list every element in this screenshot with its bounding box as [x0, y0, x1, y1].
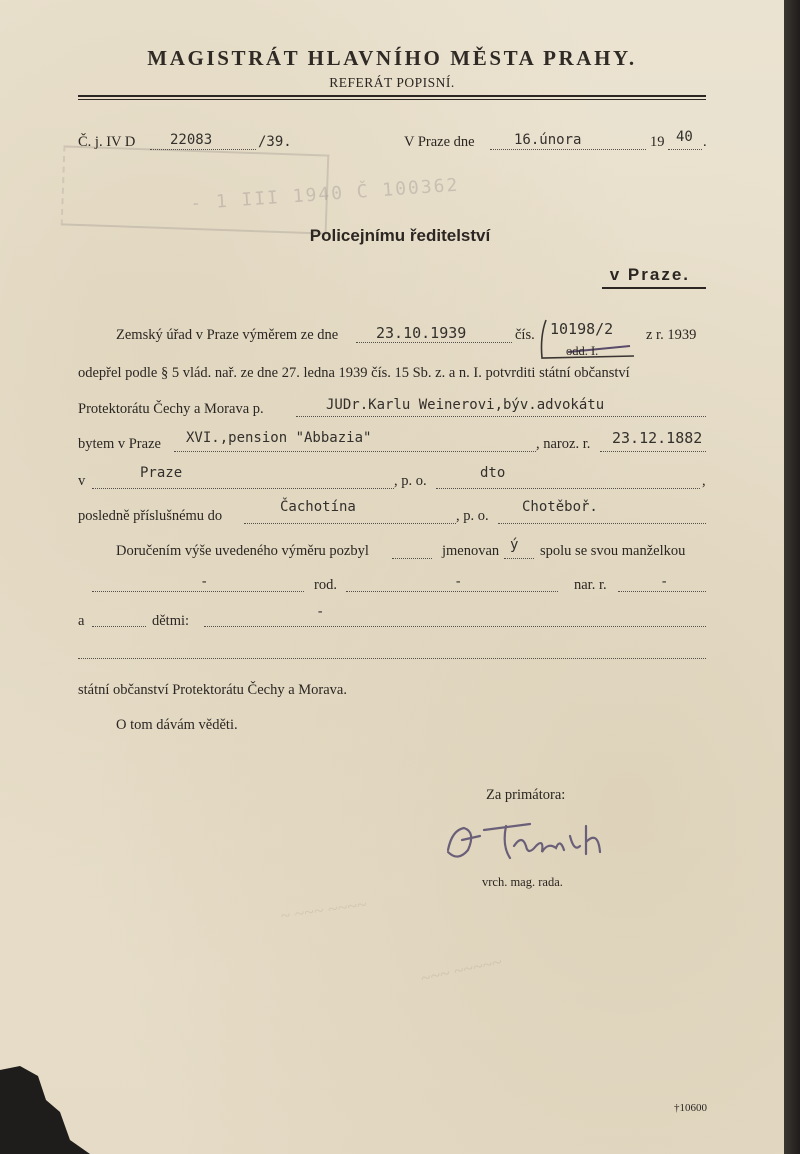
children-dash: - — [316, 604, 325, 620]
place-label: V Praze dne — [404, 134, 475, 150]
year-line — [668, 149, 702, 150]
domicile: Čachotína — [280, 499, 356, 515]
year-prefix: 19 — [650, 134, 665, 150]
wife-name-dash: - — [200, 574, 209, 590]
residence-label: bytem v Praze — [78, 436, 161, 452]
legal-basis-text: odepřel podle § 5 vlád. nař. ze dne 27. ledna 1939 čís. 15 Sb. z. a n. I. potvrditi státní občanství — [78, 365, 630, 381]
decree-intro: Zemský úřad v Praze výměrem ze dne — [116, 327, 339, 343]
decree-number: 10198/2 — [550, 320, 614, 338]
birthplace-po-label: , p. o. — [394, 473, 427, 489]
reference-number: 22083 — [170, 132, 213, 148]
torn-corner — [0, 1040, 90, 1154]
loss-intro: Doručením výše uvedeného výměru pozbyl — [116, 543, 369, 559]
form-number: †10600 — [674, 1102, 707, 1114]
wife-born-dash: - — [660, 574, 669, 590]
document-date: 16.února — [514, 132, 582, 148]
for-mayor-label: Za primátora: — [486, 787, 566, 803]
decree-year: z r. 1939 — [646, 327, 697, 343]
decree-department: odd. I. — [566, 344, 599, 358]
signature-scribble — [440, 812, 630, 872]
date-line — [490, 149, 646, 150]
named-suffix: ý — [510, 537, 519, 553]
birthplace: Praze — [140, 465, 183, 481]
children-count-line — [92, 626, 146, 627]
wife-born-label: nar. r. — [574, 577, 607, 593]
decree-number-label: čís. — [515, 327, 535, 343]
bleed-through-marks: ~~~ ~~~~~ — [418, 951, 504, 989]
birthplace-label: v — [78, 473, 86, 489]
maiden-name-label: rod. — [314, 577, 337, 593]
children-label: dětmi: — [152, 613, 190, 629]
header-rule-top — [78, 95, 706, 97]
closing-line: státní občanství Protektorátu Čechy a Morava. — [78, 682, 347, 698]
decree-date-line — [356, 342, 512, 343]
named-label: jmenovan — [442, 543, 500, 559]
person-name: JUDr.Karlu Weinerovi,býv.advokátu — [326, 397, 605, 413]
residence-address: XVI.,pension "Abbazia" — [186, 430, 372, 446]
loss-gap-line — [392, 558, 432, 559]
born-label: , naroz. r. — [536, 436, 591, 452]
wife-born-line — [618, 591, 706, 592]
reference-prefix: Č. j. IV D — [78, 134, 136, 150]
protectorate-text: Protektorátu Čechy a Morava p. — [78, 401, 264, 417]
page-edge-shadow — [784, 0, 800, 1154]
office-title: MAGISTRÁT HLAVNÍHO MĚSTA PRAHY. — [147, 46, 637, 70]
received-stamp-number: - 1 III 1940 Č 100362 — [189, 174, 460, 215]
domicile-line — [244, 523, 456, 524]
office-subtitle: REFERÁT POPISNÍ. — [329, 75, 455, 90]
person-name-line — [296, 416, 706, 417]
notice-text: O tom dávám věděti. — [116, 717, 238, 733]
reference-year: /39. — [258, 134, 292, 150]
wife-label: spolu se svou manželkou — [540, 543, 686, 559]
children-line — [204, 626, 706, 627]
domicile-po-label: , p. o. — [456, 508, 489, 524]
blank-line — [78, 658, 706, 659]
reference-number-line — [150, 149, 256, 150]
year-period: . — [703, 134, 707, 150]
year-suffix: 40 — [676, 129, 693, 145]
birthplace-line — [92, 488, 394, 489]
named-suffix-line — [504, 558, 534, 559]
addressee-name: Policejnímu ředitelství — [309, 226, 491, 245]
addressee-city: v Praze. — [609, 265, 690, 284]
birthplace-po: dto — [480, 465, 506, 481]
header-rule-bottom — [78, 99, 706, 100]
residence-line — [174, 451, 536, 452]
domicile-label: posledně příslušnému do — [78, 508, 223, 524]
wife-name-line — [92, 591, 304, 592]
maiden-name-line — [346, 591, 558, 592]
city-underline — [602, 287, 706, 289]
bleed-through-marks: ~ ~~~ ~~~~ — [278, 894, 368, 926]
born-date-line — [600, 451, 706, 452]
domicile-po-line — [498, 523, 706, 524]
birthplace-po-line — [436, 488, 700, 489]
decree-date: 23.10.1939 — [376, 324, 467, 342]
birthplace-comma: , — [702, 473, 706, 489]
and-label: a — [78, 613, 85, 629]
born-date: 23.12.1882 — [612, 429, 703, 447]
signer-title: vrch. mag. rada. — [482, 875, 563, 889]
maiden-name-dash: - — [454, 574, 463, 590]
domicile-po: Chotěboř. — [522, 499, 598, 515]
